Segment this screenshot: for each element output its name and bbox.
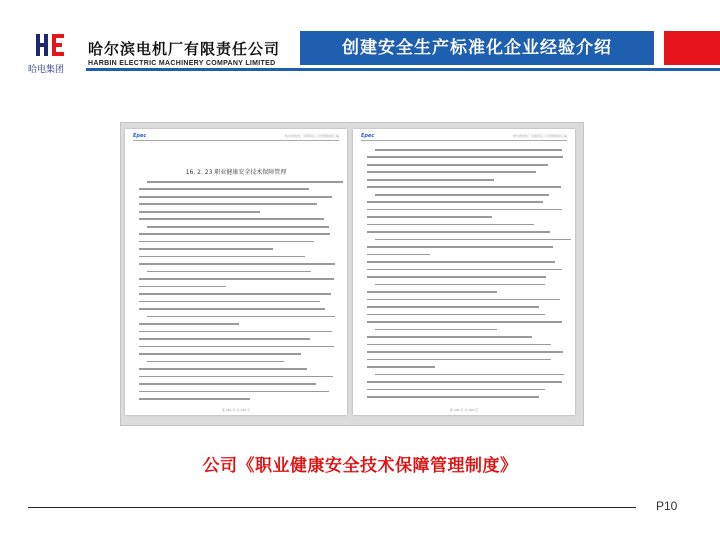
text-line (139, 278, 334, 280)
text-line (139, 391, 329, 393)
company-name-en: HARBIN ELECTRIC MACHINERY COMPANY LIMITED (88, 60, 276, 67)
text-line (139, 248, 273, 250)
text-line (139, 196, 332, 198)
text-line (139, 398, 250, 400)
text-line (139, 233, 330, 235)
company-name-cn: 哈尔滨电机厂有限责任公司 (88, 40, 281, 58)
text-line (367, 179, 494, 181)
text-line (139, 353, 301, 355)
text-line (139, 346, 334, 348)
slide-title-bar (300, 31, 654, 65)
text-line (147, 226, 330, 228)
text-line (367, 209, 562, 211)
text-line (367, 269, 562, 271)
text-line (367, 246, 553, 248)
text-line (367, 321, 562, 323)
text-line (375, 284, 546, 286)
text-line (367, 359, 551, 361)
text-line (367, 389, 545, 391)
text-line (139, 323, 239, 325)
page-footer: 第 264 页 共 398 页 (221, 408, 251, 412)
page-header-title: 哈尔滨电机厂有限责任公司管理制度汇编 (284, 134, 339, 138)
text-line (367, 396, 539, 398)
document-body-text (367, 149, 563, 403)
footer-divider (28, 507, 636, 508)
text-line (367, 314, 545, 316)
document-scan (120, 122, 584, 426)
page-header-logo: Epec (133, 133, 147, 139)
text-line (139, 383, 316, 385)
page-header-rule (361, 140, 567, 141)
text-line (139, 301, 320, 303)
text-line (375, 329, 498, 331)
text-line (147, 316, 335, 318)
text-line (367, 336, 532, 338)
page-footer: 第 265 页 共 398 页 (449, 408, 479, 412)
text-line (139, 293, 331, 295)
page-header-logo: Epec (361, 133, 375, 139)
text-line (375, 374, 565, 376)
text-line (367, 291, 497, 293)
text-line (367, 299, 560, 301)
document-page-right (353, 129, 575, 415)
text-line (367, 156, 563, 158)
text-line (367, 344, 551, 346)
text-line (139, 368, 307, 370)
text-line (367, 186, 561, 188)
text-line (147, 361, 284, 363)
text-line (367, 224, 534, 226)
text-line (367, 306, 539, 308)
text-line (139, 203, 317, 205)
text-line (139, 338, 310, 340)
text-line (367, 254, 430, 256)
logo-caption: 哈电集团 (28, 65, 65, 75)
text-line (375, 194, 549, 196)
text-line (367, 216, 492, 218)
text-line (147, 271, 312, 273)
accent-block (664, 31, 720, 65)
slide-title: 创建安全生产标准化企业经验介绍 (342, 38, 612, 58)
text-line (139, 263, 335, 265)
page-number: P10 (656, 499, 678, 513)
document-caption: 公司《职业健康安全技术保障管理制度》 (202, 456, 518, 476)
text-line (367, 171, 536, 173)
text-line (139, 256, 305, 258)
header-divider (86, 68, 720, 71)
page-header-rule (133, 140, 339, 141)
text-line (367, 231, 550, 233)
text-line (367, 366, 435, 368)
text-line (367, 164, 548, 166)
text-line (139, 241, 314, 243)
text-line (375, 149, 562, 151)
text-line (139, 286, 226, 288)
text-line (367, 201, 543, 203)
text-line (139, 376, 333, 378)
text-line (139, 308, 325, 310)
text-line (367, 276, 546, 278)
document-page-left (125, 129, 347, 415)
text-line (139, 211, 260, 213)
company-logo (28, 32, 72, 78)
text-line (367, 261, 555, 263)
document-heading: 16. 2. 23 职业健康安全技术保障管理 (185, 169, 287, 176)
text-line (139, 218, 324, 220)
text-line (367, 351, 563, 353)
text-line (139, 331, 332, 333)
document-body-text (139, 181, 335, 406)
page-header-title: 哈尔滨电机厂有限责任公司管理制度汇编 (512, 134, 567, 138)
text-line (367, 381, 562, 383)
text-line (139, 188, 309, 190)
harbin-electric-logo-icon (34, 32, 66, 58)
text-line (147, 181, 343, 183)
text-line (375, 239, 571, 241)
